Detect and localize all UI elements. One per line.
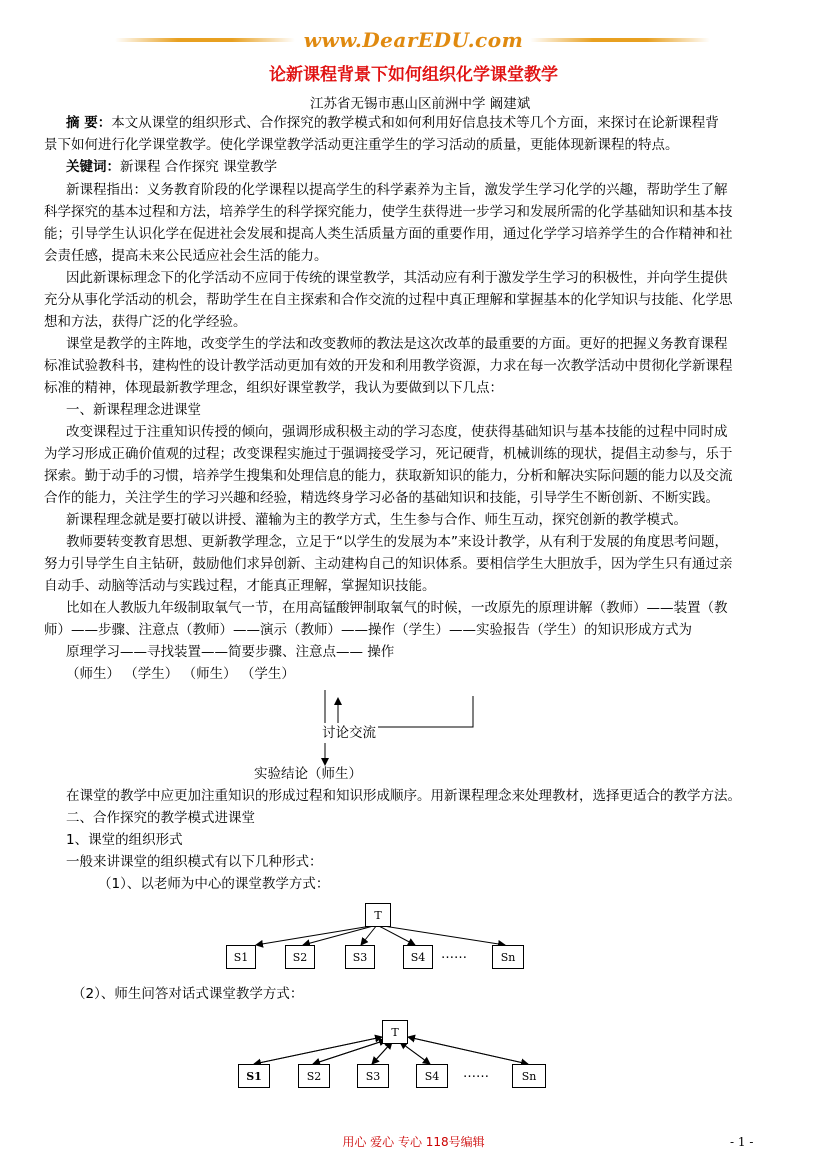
p9-line-1: 一般来讲课堂的组织模式有以下几种形式：	[66, 854, 323, 870]
diagram1-student-node-3: S3	[345, 945, 375, 969]
p6-line-3: 自动手、动脑等活动与实践过程，才能真正理解，掌握知识技能。	[44, 578, 436, 594]
p4-line-1: 改变课程过于注重知识传授的倾向，强调形成积极主动的学习态度，使获得基础知识与基本技能的过程中同时成	[66, 424, 728, 440]
form1-label: （1）、以老师为中心的课堂教学方式：	[98, 876, 330, 892]
p7-line-2: 师）——步骤、注意点（教师）——演示（教师）——操作（学生）——实验报告（学生）的知识形成方式为	[44, 622, 692, 638]
subsection-heading-2-1: 1、课堂的组织形式	[66, 832, 183, 848]
diagram1-student-node-1: S1	[226, 945, 256, 969]
abstract-label: 摘 要：	[66, 115, 112, 131]
keywords-text: 新课程 合作探究 课堂教学	[120, 159, 278, 175]
flow-conclusion-label: 实验结论（师生）	[254, 766, 362, 782]
p1-line-1: 新课程指出：义务教育阶段的化学课程以提高学生的科学素养为主旨，激发学生学习化学的兴趣，帮助学生了解	[66, 182, 728, 198]
diagram1-teacher-node: T	[365, 903, 391, 927]
p1-line-2: 科学探究的基本过程和方法，培养学生的科学探究能力，使学生获得进一步学习和发展所需的化学基础知识和基本技	[44, 204, 733, 220]
diagram1-ellipsis: ……	[441, 947, 467, 962]
p5-line-1: 新课程理念就是要打破以讲授、灌输为主的教学方式，生生参与合作、师生互动，探究创新的教学模式。	[66, 512, 687, 528]
p4-line-3: 探索。勤于动手的习惯，培养学生搜集和处理信息的能力，获取新知识的能力，分析和解决实际问题的能力以及交流	[44, 468, 733, 484]
abstract-line-2: 景下如何进行化学课堂教学。使化学课堂教学活动更注重学生的学习活动的质量，更能体现新课程的特点。	[44, 137, 679, 153]
diagram2-student-node-n: Sn	[512, 1064, 546, 1088]
p1-line-3: 能；引导学生认识化学在促进社会发展和提高人类生活质量方面的重要作用，通过化学学习培养学生的合作精神和社	[44, 226, 733, 242]
flow-discuss-label: 讨论交流	[322, 725, 376, 741]
keywords-label: 关键词：	[66, 159, 120, 175]
diagram1-student-node-2: S2	[285, 945, 315, 969]
diagram1-student-node-n: Sn	[492, 945, 524, 969]
diagram2-ellipsis: ……	[463, 1066, 489, 1081]
diagram2-student-node-4: S4	[416, 1064, 448, 1088]
page-number: - 1 -	[730, 1135, 754, 1149]
diagram2-teacher-node: T	[382, 1020, 408, 1044]
diagram2-student-node-2: S2	[298, 1064, 330, 1088]
author-line: 江苏省无锡市惠山区前洲中学 阚建斌	[310, 96, 531, 112]
p4-line-2: 为学习形成正确价值观的过程；改变课程实施过于强调接受学习，死记硬背，机械训练的现状，提倡主动参与，乐于	[44, 446, 733, 462]
p3-line-3: 标准的精神，体现最新教学理念，组织好课堂教学，我认为要做到以下几点：	[44, 380, 503, 396]
p2-line-3: 想和方法，获得广泛的化学经验。	[44, 314, 247, 330]
section-heading-1: 一、新课程理念进课堂	[66, 402, 201, 418]
abstract-text-1: 本文从课堂的组织形式、合作探究的教学模式和如何利用好信息技术等几个方面，来探讨在论新课程背	[111, 115, 719, 131]
diagram1-student-node-4: S4	[403, 945, 433, 969]
diagram1-edges	[256, 925, 505, 945]
p3-line-1: 课堂是教学的主阵地，改变学生的学法和改变教师的教法是这次改革的最重要的方面。更好的把握义务教育课程	[66, 336, 728, 352]
diagram2-student-node-1: S1	[238, 1064, 270, 1088]
diagram2-student-node-3: S3	[357, 1064, 389, 1088]
flow-roles: （师生） （学生） （师生） （学生）	[66, 666, 295, 682]
p6-line-1: 教师要转变教育思想、更新教学理念，立足于“以学生的发展为本”来设计教学，从有利于发展的角度思考问题，	[66, 534, 728, 550]
p3-line-2: 标准试验教科书，建构性的设计教学活动更加有效的开发和利用教学资源，力求在每一次教学活动中贯彻化学新课程	[44, 358, 733, 374]
page-title: 论新课程背景下如何组织化学课堂教学	[269, 65, 558, 85]
p4-line-4: 合作的能力，关注学生的学习兴趣和经验，精选终身学习必备的基础知识和技能，引导学生不断创新、不断实践。	[44, 490, 719, 506]
p2-line-1: 因此新课标理念下的化学活动不应同于传统的课堂教学，其活动应有利于激发学生学习的积极性，并向学生提供	[66, 270, 728, 286]
p7-line-1: 比如在人教版九年级制取氧气一节，在用高锰酸钾制取氧气的时候，一改原先的原理讲解（教师）——装置（教	[66, 600, 728, 616]
section-heading-2: 二、合作探究的教学模式进课堂	[66, 810, 255, 826]
p6-line-2: 努力引导学生自主钻研，鼓励他们求异创新、主动建构自己的知识体系。要相信学生大胆放手，因为学生只有通过亲	[44, 556, 733, 572]
p2-line-2: 充分从事化学活动的机会，帮助学生在自主探索和合作交流的过程中真正理解和掌握基本的化学知识与技能、化学思	[44, 292, 733, 308]
site-banner[interactable]: www.DearEDU.com	[303, 28, 524, 52]
form2-label: （2）、师生问答对话式课堂教学方式：	[72, 986, 304, 1002]
p8-line-1: 在课堂的教学中应更加注重知识的形成过程和知识形成顺序。用新课程理念来处理教材，选择更适合的教学方法。	[66, 788, 741, 804]
flow-steps: 原理学习——寻找装置——简要步骤、注意点—— 操作	[66, 644, 395, 660]
p1-line-4: 会责任感，提高未来公民适应社会生活的能力。	[44, 248, 328, 264]
footer-text: 用心 爱心 专心 118号编辑	[342, 1135, 485, 1149]
